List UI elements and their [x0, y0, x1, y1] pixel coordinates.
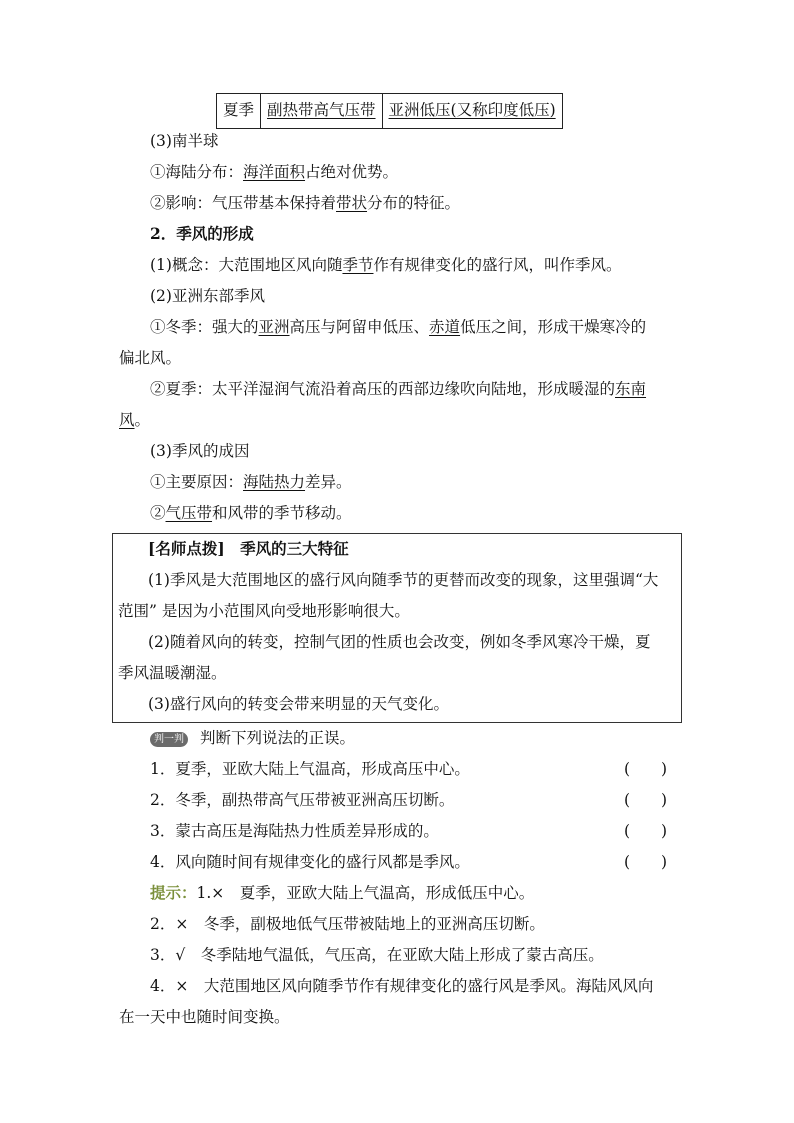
- blank-southeast: 东南: [615, 380, 647, 398]
- blank-equator: 赤道: [429, 318, 461, 336]
- blank-season: 季节: [342, 256, 374, 274]
- summer-line-2: 风。: [119, 411, 151, 429]
- judge-heading: 判断下列说法的正误。: [200, 729, 356, 747]
- monsoon-heading: 2．季风的形成: [150, 224, 254, 243]
- south-heading: (3)南半球: [150, 132, 219, 150]
- blank-land-sea: 海陆热力: [243, 473, 306, 491]
- blank-ocean-area: 海洋面积: [243, 163, 306, 181]
- judge-item-3: 3．蒙古高压是海陆热力性质差异形成的。: [150, 822, 439, 840]
- judge-badge: 判一判: [150, 732, 188, 747]
- judge-item-1: 1．夏季，亚欧大陆上气温高，形成高压中心。: [150, 760, 470, 778]
- winter-line-1: ①冬季：强大的亚洲高压与阿留申低压、赤道低压之间，形成干燥寒冷的: [150, 318, 647, 336]
- answer-label: 提示：: [150, 883, 197, 902]
- blank-pressure-belt: 气压带: [165, 504, 213, 522]
- summer-line-1: ②夏季：太平洋湿润气流沿着高压的西部边缘吹向陆地，形成暖湿的东南: [150, 380, 647, 398]
- judge-heading-line: [150, 728, 355, 748]
- cause-item-1: ①主要原因：海陆热力差异。: [150, 473, 352, 491]
- tip-title: [名师点拨] 季风的三大特征: [148, 539, 349, 558]
- blank-asia: 亚洲: [258, 318, 290, 336]
- answer-4-line2: 在一天中也随时间变换。: [119, 1008, 290, 1026]
- table-season: 夏季: [217, 94, 261, 128]
- monsoon-concept: (1)概念：大范围地区风向随季节作有规律变化的盛行风，叫作季风。: [150, 256, 622, 274]
- table-belt: 副热带高气压带: [261, 94, 383, 128]
- tip-p2-line2: 季风温暖潮湿。: [118, 664, 227, 682]
- south-item-1: ①海陆分布：海洋面积占绝对优势。: [150, 163, 399, 181]
- season-table: [216, 93, 563, 129]
- judge-item-4: 4．风向随时间有规律变化的盛行风都是季风。: [150, 853, 470, 871]
- tip-p3: (3)盛行风向的转变会带来明显的天气变化。: [148, 695, 449, 713]
- judge-paren-1: ( ): [624, 760, 668, 778]
- table-low: 亚洲低压(又称印度低压): [388, 101, 556, 119]
- tip-p1-line2: 范围” 是因为小范围风向受地形影响很大。: [118, 602, 410, 620]
- answer-3: 3．√ 冬季陆地气温低，气压高，在亚欧大陆上形成了蒙古高压。: [150, 946, 604, 964]
- answer-2: 2．× 冬季，副极地低气压带被陆地上的亚洲高压切断。: [150, 915, 545, 933]
- judge-item-2: 2．冬季，副热带高气压带被亚洲高压切断。: [150, 791, 455, 809]
- tip-p2-line1: (2)随着风向的转变，控制气团的性质也会改变，例如冬季风寒冷干燥，夏: [148, 633, 651, 651]
- answer-1: 提示：1.× 夏季，亚欧大陆上气温高，形成低压中心。: [150, 883, 535, 902]
- cause-item-2: ②气压带和风带的季节移动。: [150, 504, 352, 522]
- judge-paren-2: ( ): [624, 791, 668, 809]
- judge-paren-3: ( ): [624, 822, 668, 840]
- cause-heading: (3)季风的成因: [150, 442, 250, 460]
- blank-banded: 带状: [336, 194, 368, 212]
- east-asia-heading: (2)亚洲东部季风: [150, 287, 265, 305]
- answer-4-line1: 4．× 大范围地区风向随季节作有规律变化的盛行风是季风。海陆风风向: [150, 977, 654, 995]
- south-item-2: ②影响：气压带基本保持着带状分布的特征。: [150, 194, 461, 212]
- winter-line-2: 偏北风。: [119, 349, 182, 367]
- tip-p1-line1: (1)季风是大范围地区的盛行风向随季节的更替而改变的现象，这里强调“大: [148, 571, 659, 589]
- judge-paren-4: ( ): [624, 853, 668, 871]
